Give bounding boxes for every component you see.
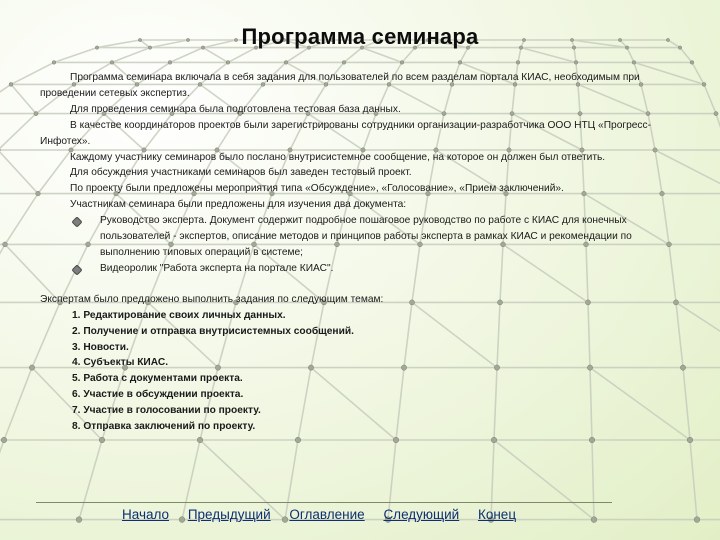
grid-line <box>4 368 32 440</box>
page-title: Программа семинара <box>241 24 479 49</box>
grid-line <box>79 440 102 520</box>
grid-node <box>574 61 578 65</box>
slide-navigation <box>122 507 531 522</box>
bullet-icon <box>71 264 82 275</box>
grid-node <box>687 437 693 443</box>
paragraph: Для проведения семинара была подготовлена тестовая база данных. <box>70 103 401 115</box>
list-item-text: Руководство эксперта. Документ содержит подробное пошаговое руководство по работе с КИАС для конечных пользователей - экспертов, описание методов и принципов работы эксперта в рамках КИАС и рекомендации по выполнению типовых операций в системе; <box>100 215 632 258</box>
grid-line <box>0 114 36 150</box>
task-item: 7. Участие в голосовании по проекту. <box>72 405 261 417</box>
nav-end-link[interactable]: Конец <box>477 507 517 522</box>
grid-node <box>342 61 346 65</box>
task-item: 2. Получение и отправка внутрисистемных сообщений. <box>72 325 354 337</box>
grid-line <box>690 440 697 520</box>
grid-line <box>0 244 5 302</box>
nav-next-link[interactable]: Следующий <box>383 507 460 522</box>
grid-node <box>3 242 8 247</box>
grid-node <box>702 82 706 86</box>
task-item: 3. Новости. <box>72 341 129 353</box>
document-list <box>40 213 680 277</box>
bullet-icon <box>71 216 82 227</box>
nav-divider <box>36 502 612 503</box>
list-item <box>100 213 680 261</box>
task-item: 4. Субъекты КИАС. <box>72 357 169 369</box>
grid-node <box>52 61 56 65</box>
task-item: 5. Работа с документами проекта. <box>72 373 243 385</box>
paragraph: Участникам семинара были предложены для изучения два документа: <box>70 199 407 211</box>
grid-node <box>690 61 694 65</box>
grid-node <box>197 437 203 443</box>
grid-line <box>704 84 716 113</box>
grid-node <box>458 61 462 65</box>
grid-line <box>683 368 690 440</box>
grid-node <box>516 61 520 65</box>
task-item: 1. Редактирование своих личных данных. <box>72 309 286 321</box>
grid-node <box>589 437 595 443</box>
paragraph: По проекту были предложены мероприятия типа «Обсуждение», «Голосование», «Прием заключений». <box>70 183 564 195</box>
grid-node <box>393 437 399 443</box>
list-item <box>100 261 680 277</box>
paragraph: Программа семинара включала в себя задания для пользователей по всем разделам портала КИАС, необходимым при проведении сетевых экспертиз. <box>40 72 640 99</box>
grid-line <box>0 84 11 113</box>
task-item: 6. Участие в обсуждении проекта. <box>72 389 244 401</box>
grid-node <box>632 61 636 65</box>
grid-node <box>29 365 34 370</box>
grid-line <box>0 150 38 194</box>
grid-node <box>76 517 82 523</box>
grid-line <box>592 440 594 520</box>
grid-line <box>0 440 4 520</box>
list-item-text: Видеоролик "Работа эксперта на портале КИАС". <box>100 262 334 274</box>
nav-contents-link[interactable]: Оглавление <box>289 507 365 522</box>
grid-node <box>491 437 497 443</box>
grid-node <box>1 437 7 443</box>
grid-line <box>716 114 720 150</box>
grid-node <box>34 112 38 116</box>
paragraph: Для обсуждения участниками семинаров был заведен тестовый проект. <box>70 167 412 179</box>
paragraph: В качестве координаторов проектов были зарегистрированы сотрудники организации-разработчика ООО НТЦ «Прогресс-Инфотех». <box>40 119 651 147</box>
task-list <box>40 308 680 435</box>
grid-line <box>5 194 38 245</box>
grid-node <box>694 517 700 523</box>
grid-node <box>591 517 597 523</box>
grid-node <box>680 365 685 370</box>
grid-node <box>110 61 114 65</box>
grid-node <box>284 61 288 65</box>
grid-node <box>99 437 105 443</box>
tasks-intro: Экспертам было предложено выполнить задания по следующим темам: <box>40 293 384 305</box>
document-body <box>40 70 680 435</box>
task-item: 8. Отправка заключений по проекту. <box>72 421 256 433</box>
nav-previous-link[interactable]: Предыдущий <box>187 507 271 522</box>
paragraph: Каждому участнику семинаров было послано внутрисистемное сообщение, на которое он должен был ответить. <box>70 151 606 163</box>
grid-node <box>400 61 404 65</box>
grid-node <box>168 61 172 65</box>
grid-node <box>714 112 718 116</box>
nav-start-link[interactable]: Начало <box>122 507 170 522</box>
grid-line <box>11 84 36 113</box>
grid-node <box>295 437 301 443</box>
grid-node <box>226 61 230 65</box>
grid-node <box>9 82 13 86</box>
